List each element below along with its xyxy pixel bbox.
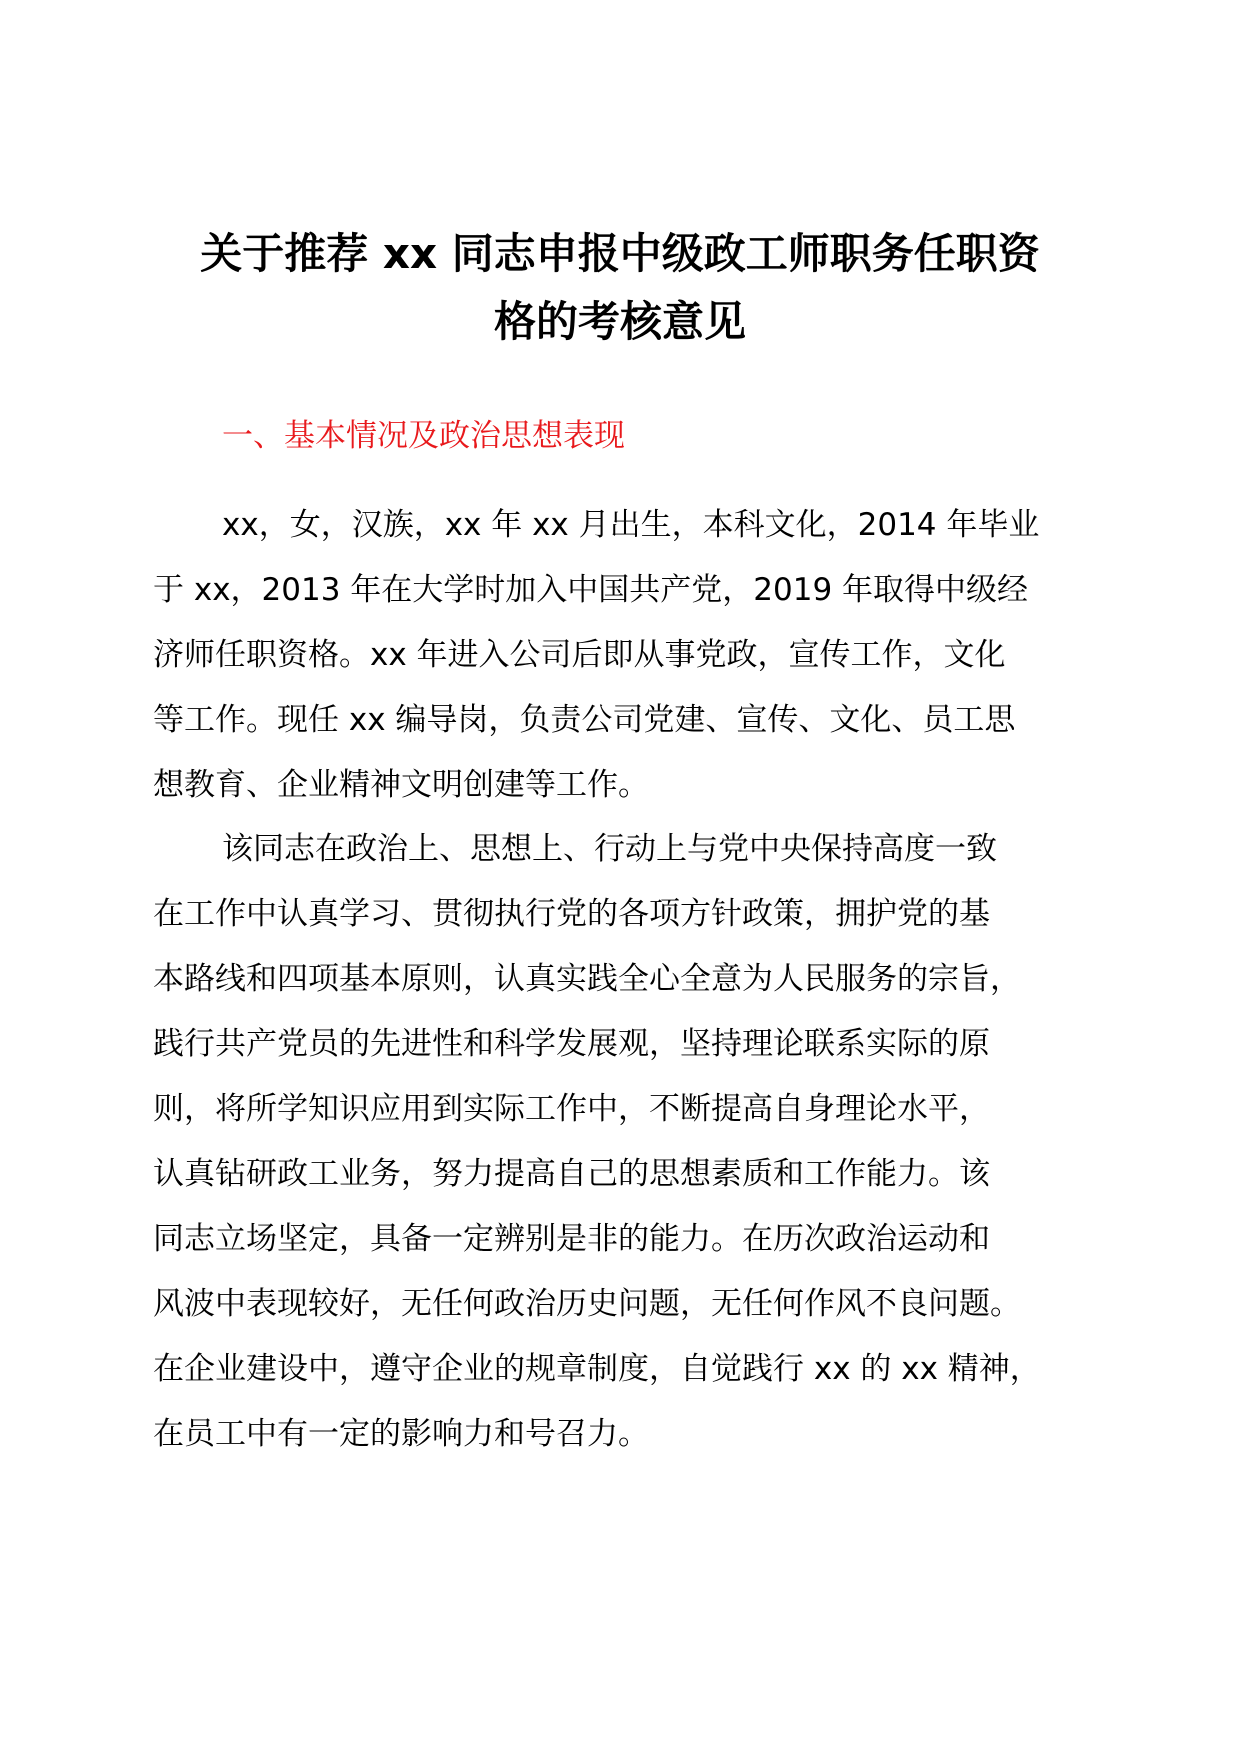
title-line-2: 格的考核意见: [493, 297, 746, 346]
paragraph-line: 在企业建设中，遵守企业的规章制度，自觉践行 xx 的 xx 精神，: [153, 1351, 1041, 1387]
paragraph-line: 在工作中认真学习、贯彻执行党的各项方针政策，拥护党的基: [153, 896, 990, 932]
section-heading: 一、基本情况及政治思想表现: [222, 418, 625, 454]
paragraph-line: 践行共产党员的先进性和科学发展观，坚持理论联系实际的原: [153, 1026, 990, 1062]
paragraph-line: 在员工中有一定的影响力和号召力。: [153, 1416, 649, 1452]
paragraph-line: 该同志在政治上、思想上、行动上与党中央保持高度一致: [222, 831, 997, 867]
paragraph-line: 想教育、企业精神文明创建等工作。: [153, 767, 649, 803]
paragraph-line: 则，将所学知识应用到实际工作中，不断提高自身理论水平，: [153, 1091, 990, 1127]
paragraph-line: 认真钻研政工业务，努力提高自己的思想素质和工作能力。该: [153, 1156, 990, 1192]
paragraph-line: 本路线和四项基本原则，认真实践全心全意为人民服务的宗旨，: [153, 961, 1021, 997]
title-line-1: 关于推荐 xx 同志申报中级政工师职务任职资: [200, 229, 1040, 278]
paragraph-line: xx，女，汉族，xx 年 xx 月出生，本科文化，2014 年毕业: [222, 507, 1040, 543]
paragraph-political-performance: [153, 817, 1093, 1467]
paragraph-line: 等工作。现任 xx 编导岗，负责公司党建、宣传、文化、员工思: [153, 702, 1016, 738]
document-title: [150, 220, 1090, 356]
paragraph-line: 同志立场坚定，具备一定辨别是非的能力。在历次政治运动和: [153, 1221, 990, 1257]
paragraph-line: 济师任职资格。xx 年进入公司后即从事党政，宣传工作，文化: [153, 637, 1006, 673]
paragraph-basic-info: [153, 493, 1093, 818]
paragraph-line: 风波中表现较好，无任何政治历史问题，无任何作风不良问题。: [153, 1286, 1021, 1322]
paragraph-line: 于 xx，2013 年在大学时加入中国共产党，2019 年取得中级经: [153, 572, 1029, 608]
